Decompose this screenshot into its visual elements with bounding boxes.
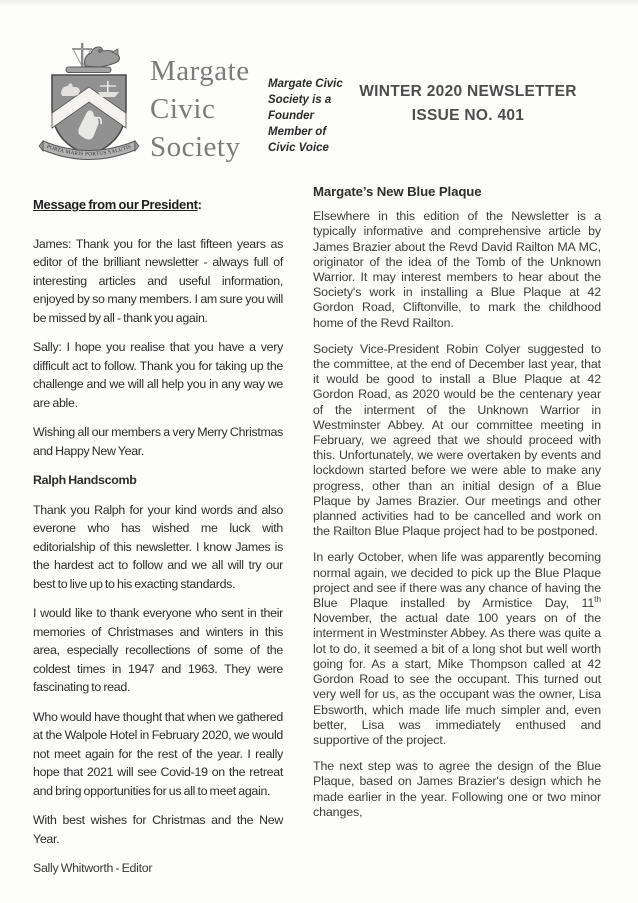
president-message-heading-text: Message from our President — [33, 197, 198, 212]
president-column — [33, 196, 283, 889]
issue-number: ISSUE NO. 401 — [411, 107, 525, 124]
president-paragraph: Sally: I hope you realise that you have a very difficult act to follow. Thank you for taking up the challenge and we will all help you in any way we are able. — [33, 340, 283, 410]
founder-note-line: Margate Civic — [268, 78, 343, 90]
plaque-paragraph-text: November, the actual date 100 years on of the interment in Westminster Abbey. As there was quite a lot to do, it seemed a bit of a long shot but well worth going for. As a start, Mike Thompson called at 42 Gordon Road to see the occupant. This turned out very well for us, as the occupant was the owner, Lisa Ebsworth, which made life much simpler and, even better, Lisa was immediately enthused and supportive of the project. — [313, 611, 601, 747]
society-crest — [36, 40, 142, 168]
president-paragraph: James: Thank you for the last fifteen years as editor of the brilliant newsletter - always full of interesting articles and useful information, enjoyed by so many members. I am sure you will be missed by all - thank you again. — [33, 236, 283, 325]
plaque-article-column — [313, 184, 601, 831]
plaque-paragraph: The next step was to agree the design of the Blue Plaque, based on James Brazier's design which he made earlier in the year. Following one or two minor changes, — [313, 759, 601, 819]
president-signature: Ralph Handscomb — [33, 473, 137, 487]
crest-motto-text: PORTA MARIS PORTUS SALUTIS — [45, 143, 133, 158]
editor-paragraph: Who would have thought that when we gathered at the Walpole Hotel in February 2020, we would not meet again for the rest of the year. I really hope that 2021 will see Covid-19 on the retreat and bring opportunities for us all to meet again. — [33, 709, 283, 798]
plaque-article-heading: Margate’s New Blue Plaque — [313, 184, 482, 199]
plaque-paragraph-text: In early October, when life was apparently becoming normal again, we decided to pick up the Blue Plaque project and see if there was any chance of having the Blue Plaque installed by Armistice Day, 11 — [313, 550, 601, 611]
plaque-paragraph: Elsewhere in this edition of the Newsletter is a typically informative and comprehensive article by James Brazier about the Revd David Railton MA MC, originator of the idea of the Tomb of the Unknown Warrior. It may interest members to hear about the Society's work in installing a Blue Plaque at 42 Gordon Road, Cliftonville, to mark the childhood home of the Revd Railton. — [313, 209, 601, 330]
society-name-line: Civic — [150, 93, 216, 125]
newsletter-title: WINTER 2020 NEWSLETTER — [359, 83, 577, 100]
editor-paragraph: With best wishes for Christmas and the New Year. — [33, 813, 283, 846]
coat-of-arms-icon — [36, 40, 142, 168]
ordinal-superscript: th — [594, 593, 601, 604]
plaque-paragraph: Society Vice-President Robin Colyer suggested to the committee, at the end of December last year, that it would be good to install a Blue Plaque at 42 Gordon Road, as 2020 would be the centenary year of the interment of the Unknown Warrior in Westminster Abbey. At our committee meeting in February, we agreed that we should proceed with this. Unfortunately, we were overtaken by events and lockdown started before we were able to make any progress, other than an initial design of a Blue Plaque by James Brazier. Our meetings and other planned activities had to be cancelled and work on the Railton Blue Plaque project had to be postponed. — [313, 341, 601, 539]
president-message-heading — [33, 196, 283, 215]
editor-signature: Sally Whitworth - Editor — [33, 861, 153, 875]
society-name-line: Society — [150, 131, 241, 163]
plaque-paragraph — [313, 550, 601, 748]
editor-paragraph: I would like to thank everyone who sent in their memories of Christmases and winters in this area, especially recollections of some of the coldest times in 1947 and 1963. They were fascinating to read. — [33, 606, 283, 694]
founder-note — [268, 76, 363, 156]
society-name-line: Margate — [150, 55, 250, 87]
president-paragraph: Wishing all our members a very Merry Christmas and Happy New Year. — [33, 425, 283, 458]
founder-note-line: Member of — [268, 126, 327, 138]
founder-note-line: Civic Voice — [268, 142, 329, 154]
issue-title — [352, 80, 584, 128]
editor-paragraph: Thank you Ralph for your kind words and also everone who has wished me luck with editorialship of this newsletter. I know James is the hardest act to follow and we all will try our best to live up to his exacting standards. — [33, 502, 283, 591]
founder-note-line: Society is a — [268, 94, 332, 106]
society-name — [150, 52, 250, 166]
president-message-heading-colon: : — [197, 197, 202, 212]
founder-note-line: Founder — [268, 110, 314, 122]
